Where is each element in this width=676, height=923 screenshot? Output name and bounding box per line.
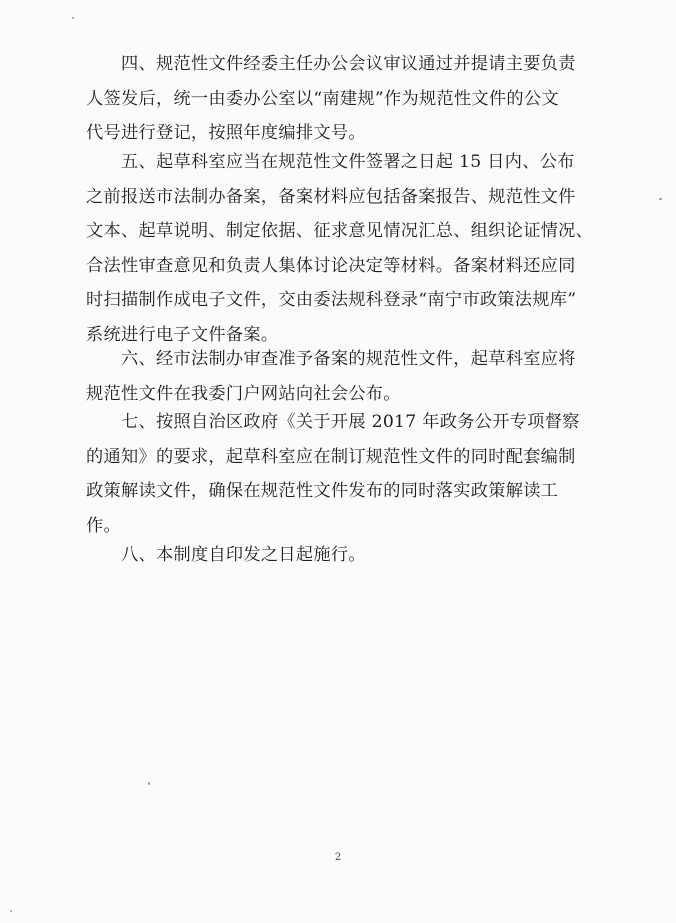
paragraph-5	[86, 145, 616, 352]
paragraph-7	[86, 405, 616, 543]
paragraph-line: 的通知》的要求，起草科室应在制订规范性文件的同时配套编制	[86, 446, 576, 467]
paragraph-line: 时扫描制作成电子文件，交由委法规科登录“南宁市政策法规库”	[86, 290, 577, 310]
paragraph-line: 作。	[86, 515, 121, 536]
paragraph-4	[86, 47, 616, 151]
scan-speck	[10, 910, 12, 912]
paragraph-line: 人签发后，统一由委办公室以“南建规”作为规范性文件的公文	[86, 88, 559, 109]
paragraph-line: 合法性审查意见和负责人集体讨论决定等材料。备案材料还应同	[86, 255, 576, 276]
paragraph-line: 七、按照自治区政府《关于开展 2017 年政务公开专项督察	[121, 412, 580, 432]
paragraph-line: 系统进行电子文件备案。	[86, 324, 279, 345]
paragraph-line: 八、本制度自印发之日起施行。	[121, 545, 366, 565]
paragraph-line: 之前报送市法制办备案，备案材料应包括备案报告、规范性文件	[86, 186, 576, 207]
paragraph-line: 代号进行登记，按照年度编排文号。	[86, 123, 366, 143]
scan-speck	[72, 17, 74, 19]
paragraph-line: 四、规范性文件经委主任办公会议审议通过并提请主要负责	[121, 54, 576, 74]
paragraph-line: 规范性文件在我委门户网站向社会公布。	[86, 383, 401, 404]
paragraph-6	[86, 342, 616, 411]
paragraph-line: 五、起草科室应当在规范性文件签署之日起 15 日内、公布	[121, 152, 575, 172]
paragraph-line: 文本、起草说明、制定依据、征求意见情况汇总、组织论证情况、	[86, 221, 594, 241]
page-number: 2	[334, 852, 342, 863]
paragraph-line: 六、经市法制办审查准予备案的规范性文件，起草科室应将	[121, 349, 576, 369]
scan-speck	[148, 782, 150, 785]
paragraph-8	[86, 538, 616, 573]
paragraph-line: 政策解读文件，确保在规范性文件发布的同时落实政策解读工	[86, 481, 559, 501]
scan-speck	[659, 198, 662, 200]
